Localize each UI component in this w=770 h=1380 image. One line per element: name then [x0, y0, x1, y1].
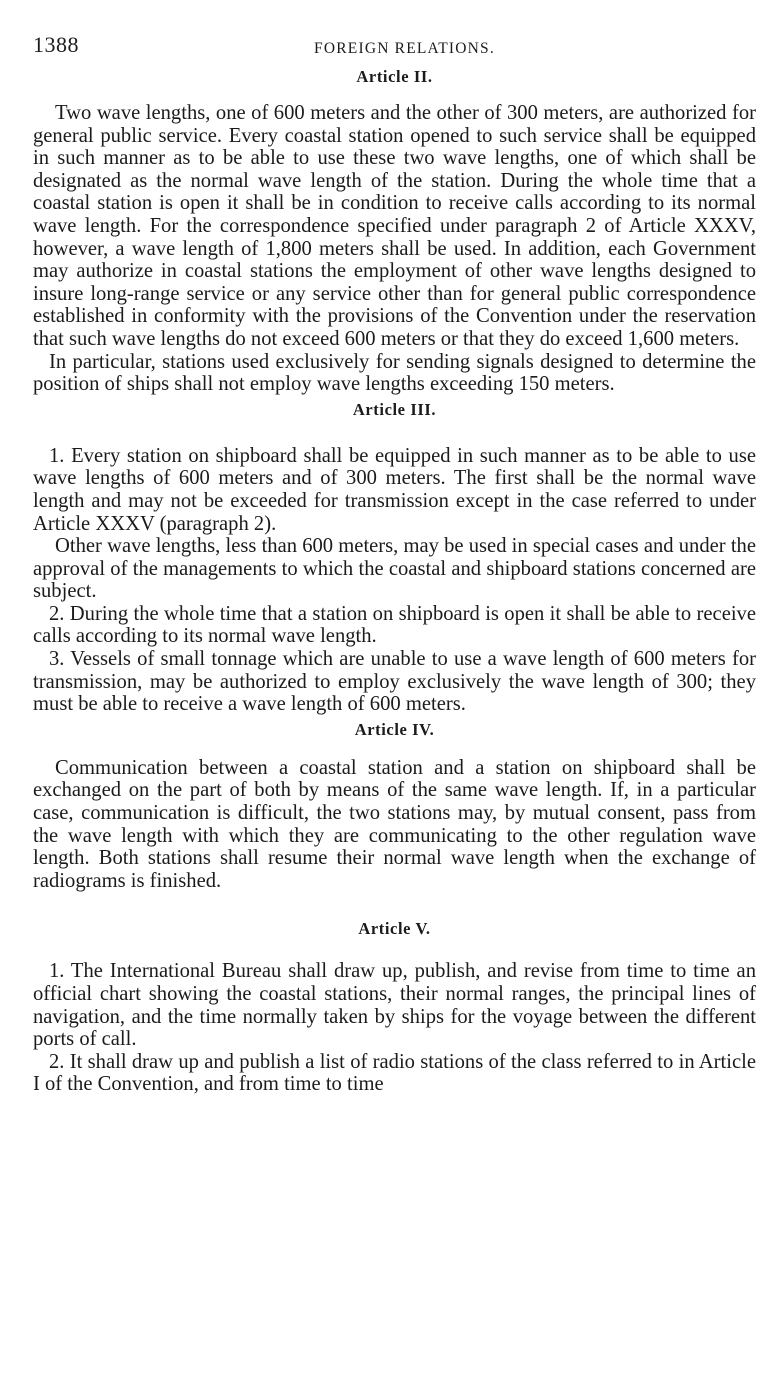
article-heading: Article III.: [352, 399, 437, 419]
running-title: FOREIGN RELATIONS.: [314, 40, 495, 57]
article-paragraph: 2. It shall draw up and publish a list of radio stations of the class referred to in Article I of the Convention, and from time to time: [33, 1050, 756, 1096]
article-paragraph: 2. During the whole time that a station on shipboard is open it shall be able to receive calls according to its normal wave length.: [33, 602, 756, 648]
article-paragraph: Communication between a coastal station and a station on shipboard shall be exchanged on the part of both by means of the same wave length. If, in a particular case, communication is difficult, the two stations may, by mutual consent, pass from the wave length with which they are communicating to the other regulation wave length. Both stations shall resume their normal wave length when the exchange of radiograms is finished.: [33, 756, 756, 892]
article-paragraph: 1. The International Bureau shall draw up, publish, and revise from time to time an official chart showing the coastal stations, their normal ranges, the principal lines of navigation, and the time normally taken by ships for the voyage between the different ports of call.: [33, 960, 756, 1051]
article-heading: Article II.: [356, 67, 433, 86]
article-paragraph: Other wave lengths, less than 600 meters, may be used in special cases and under the approval of the managements to which the coastal and shipboard stations concerned are subject.: [33, 535, 756, 603]
article-4: [33, 719, 756, 893]
article-heading: Article V.: [358, 919, 431, 939]
running-head: [33, 34, 756, 66]
article-paragraph: Two wave lengths, one of 600 meters and the other of 300 meters, are authorized for general public service. Every coastal station opened to such service shall be equipped in such manner as to be able to use these two wave lengths, one of which shall be designated as the normal wave length of the station. During the whole time that a coastal station is open it shall be in condition to receive calls according to its normal wave length. For the correspondence specified under paragraph 2 of Article XXXV, however, a wave length of 1,800 meters shall be used. In addition, each Government may authorize in coastal stations the employment of other wave lengths designed to insure long-range service or any service other than for general public correspondence established in conformity with the provisions of the Convention under the reservation that such wave lengths do not exceed 600 meters or that they do exceed 1,600 meters.: [33, 102, 756, 350]
article-3: [33, 399, 756, 716]
page-number: 1388: [33, 32, 79, 57]
article-paragraph: 3. Vessels of small tonnage which are unable to use a wave length of 600 meters for transmission, may be authorized to employ exclusively the wave length of 300; they must be able to receive a wave length of 600 meters.: [33, 648, 756, 716]
article-paragraph: 1. Every station on shipboard shall be equipped in such manner as to be able to use wave lengths of 600 meters and of 300 meters. The first shall be the normal wave length and may not be exceeded for transmission except in the case referred to under Article XXXV (paragraph 2).: [33, 444, 756, 535]
article-2: [33, 66, 756, 396]
article-heading: Article IV.: [354, 719, 435, 739]
article-paragraph: In particular, stations used exclusively for sending signals designed to determine the position of ships shall not employ wave lengths exceeding 150 meters.: [33, 350, 756, 396]
article-5: [33, 918, 756, 1096]
